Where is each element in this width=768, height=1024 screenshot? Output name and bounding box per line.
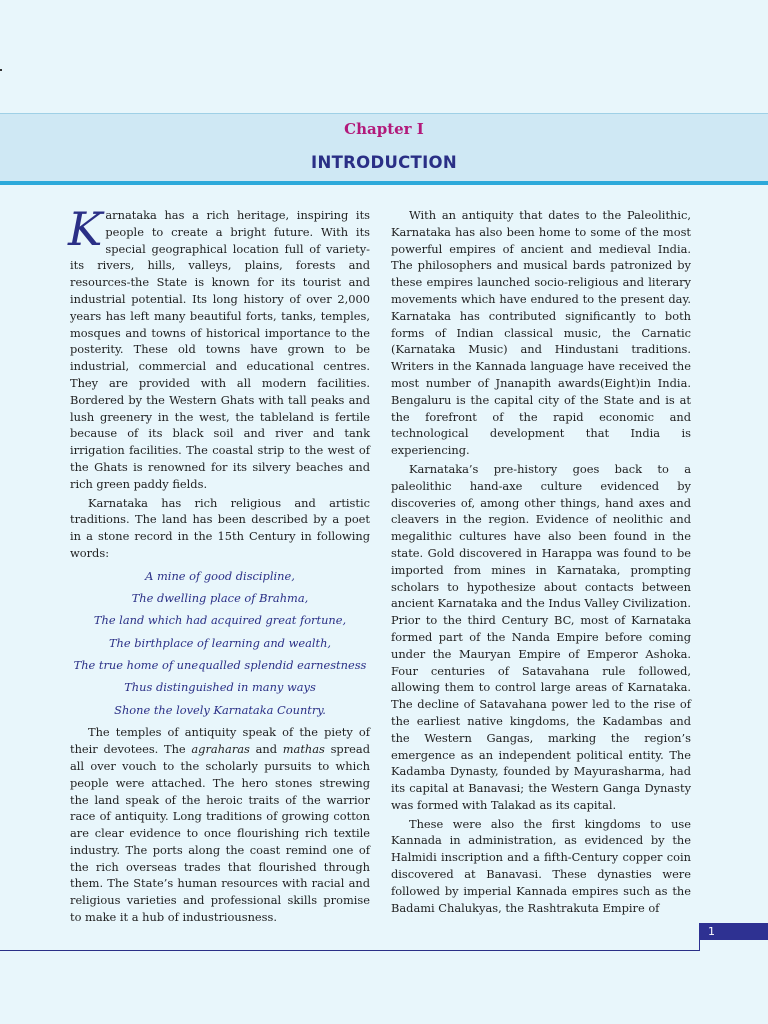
paragraph: These were also the first kingdoms to use Kannada in administration, as evidenced by the Halmidi inscription and a fifth-Century copper coin discovered at Banavasi. These dynasties were followed by imperial Kannada empires such as the Badami Chalukyas, the Rashtrakuta Empire of	[391, 816, 691, 915]
paragraph	[70, 724, 370, 926]
paragraph-text: The temples of antiquity speak of the piety of their devotees. The	[70, 725, 370, 757]
footer-rule	[0, 950, 700, 951]
poem-line: Shone the lovely Karnataka Country.	[114, 702, 326, 717]
paragraph-text: and	[249, 742, 283, 757]
paragraph-text: spread all over vouch to the scholarly pursuits to which people were attached. The hero stones strewing the land speak of the heroic traits of the warrior race of antiquity. Long traditions of growing cotton are clear evidence to once flourishing rich textile industry. The ports along the coast remind one of the rich overseas trades that flourished through them. The State’s human resources with racial and religious varieties and professional skills promise to make it a hub of industriousness.	[70, 742, 370, 925]
poem-line: The dwelling place of Brahma,	[131, 591, 309, 606]
chapter-title: INTRODUCTION	[311, 153, 457, 172]
left-column	[68, 202, 370, 926]
chapter-label: Chapter I	[344, 120, 424, 138]
paragraph: Karnataka’s pre-history goes back to a paleolithic hand-axe culture evidenced by discoveries of, among other things, hand axes and cleavers in the region. Evidence of neolithic and megalithic cultures have also been found in the state. Gold discovered in Harappa was found to be imported from mines in Karnataka, prompting scholars to hypothesize about contacts between ancient Karnataka and the Indus Valley Civilization. Prior to the third Century BC, most of Karnataka formed part of the Nanda Empire before coming under the Mauryan Empire of Emperor Ashoka. Four centuries of Satavahana rule followed, allowing them to control large areas of Karnataka. The decline of Satavahana power led to the rise of the earliest native kingdoms, the Kadambas and the Western Gangas, marking the region’s emergence as an independent political entity. The Kadamba Dynasty, founded by Mayurasharma, had its capital at Banavasi; the Western Ganga Dynasty was formed with Talakad as its capital.	[391, 461, 691, 812]
header-rule	[0, 181, 768, 185]
page-number: 1	[700, 923, 768, 940]
emphasis-term: agraharas	[191, 742, 250, 757]
emphasis-term: mathas	[282, 742, 325, 757]
poem-line: The land which had acquired great fortune,	[93, 613, 347, 628]
paragraph: With an antiquity that dates to the Paleolithic, Karnataka has also been home to some of the most powerful empires of ancient and medieval India. The philosophers and musical bards patronized by these empires launched socio-religious and literary movements which have endured to the present day. Karnataka has contributed significantly to both forms of Indian classical music, the Carnatic (Karnataka Music) and Hindustani traditions. Writers in the Kannada language have received the most number of Jnanapith awards(Eight)in India. Bengaluru is the capital city of the State and is at the forefront of the rapid economic and technological development that India is experiencing.	[391, 208, 691, 458]
poem-line: Thus distinguished in many ways	[124, 680, 316, 695]
poem-line: The true home of unequalled splendid earnestness	[73, 657, 367, 672]
paragraph-text: arnataka has a rich heritage, inspiring its people to create a bright future. With its special geographical location full of variety-its rivers, hills, valleys, plains, forests and resources-the State is known for its tourist and industrial potential. Its long history of over 2,000 years has left many beautiful forts, tanks, temples, mosques and towns of historical importance to the posterity. These old towns have grown to be industrial, commercial and educational centres. They are provided with all modern facilities. Bordered by the Western Ghats with tall peaks and lush greenery in the west, the tableland is fertile because of its black soil and river and tank irrigation facilities. The coastal strip to the west of the Ghats is renowned for its silvery beaches and rich green paddy fields.	[70, 208, 370, 491]
paragraph	[68, 202, 370, 493]
edge-mark	[0, 69, 2, 71]
right-column	[391, 207, 691, 916]
poem-line: A mine of good discipline,	[145, 568, 295, 583]
paragraph: Karnataka has rich religious and artistic traditions. The land has been described by a poet in a stone record in the 15th Century in following words:	[70, 495, 370, 560]
drop-cap: K	[68, 202, 103, 256]
poem-line: The birthplace of learning and wealth,	[108, 635, 332, 650]
poem-block	[70, 568, 370, 719]
